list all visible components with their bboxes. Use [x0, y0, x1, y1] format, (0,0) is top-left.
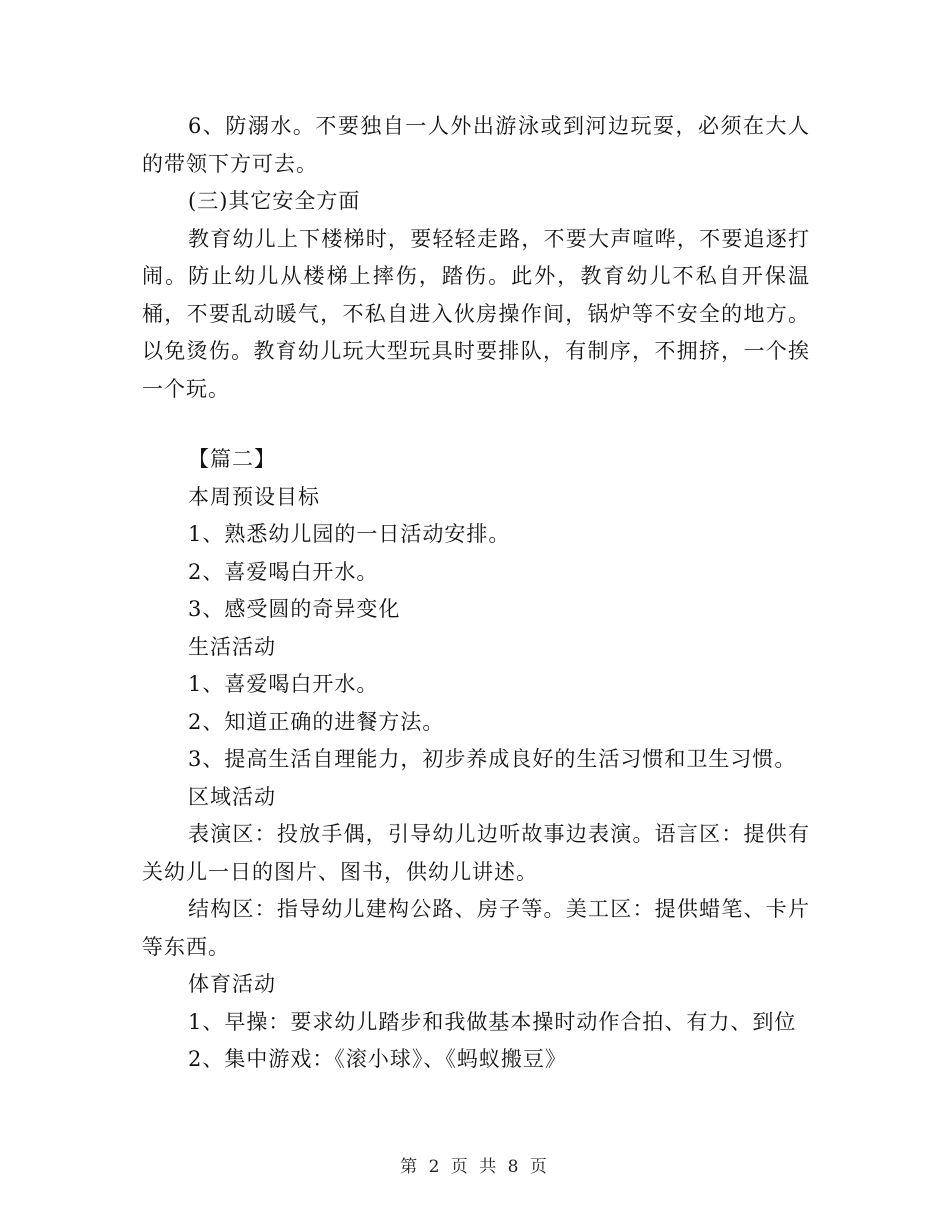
heading-sports-activities: 体育活动 — [188, 972, 276, 996]
list-item: 3、感受圆的奇异变化 — [188, 597, 401, 621]
paragraph-drowning: 6、防溺水。不要独自一人外出游泳或到河边玩耍，必须在大人的带领下方可去。 — [142, 114, 810, 176]
paragraph-gap — [142, 408, 810, 441]
list-item: 1、喜爱喝白开水。 — [188, 672, 379, 696]
list-item: 1、早操：要求幼儿踏步和我做基本操时动作合拍、有力、到位 — [188, 1009, 797, 1034]
list-item: 2、喜爱喝白开水。 — [188, 559, 379, 584]
list-item: 2、集中游戏：《滚小球》、《蚂蚁搬豆》 — [188, 1047, 567, 1071]
paragraph-construction-art-area: 结构区：指导幼儿建构公路、房子等。美工区：提供蜡笔、卡片等东西。 — [142, 897, 810, 959]
document-body — [142, 108, 810, 1079]
heading-area-activities: 区域活动 — [188, 784, 276, 809]
list-item: 3、提高生活自理能力，初步养成良好的生活习惯和卫生习惯。 — [188, 747, 797, 771]
heading-weekly-goals: 本周预设目标 — [188, 484, 320, 509]
section-heading-other-safety: (三)其它安全方面 — [188, 189, 361, 213]
paragraph-performance-language-area: 表演区：投放手偶，引导幼儿边听故事边表演。语言区：提供有关幼儿一日的图片、图书，供幼儿讲述。 — [142, 822, 810, 884]
page-number-footer: 第 2 页 共 8 页 — [400, 1157, 550, 1177]
list-item: 2、知道正确的进餐方法。 — [188, 709, 445, 734]
heading-daily-life-activities: 生活活动 — [188, 634, 276, 659]
list-item: 1、熟悉幼儿园的一日活动安排。 — [188, 522, 511, 546]
paragraph-stairs-safety: 教育幼儿上下楼梯时，要轻轻走路，不要大声喧哗，不要追逐打闹。防止幼儿从楼梯上摔伤，踏伤。此外，教育幼儿不私自开保温桶，不要乱动暖气，不私自进入伙房操作间，锅炉等不安全的地方。以免烫伤。教育幼儿玩大型玩具时要排队，有制序，不拥挤，一个挨一个玩。 — [142, 226, 810, 401]
chapter-heading-part-two: 【篇二】 — [188, 447, 276, 471]
